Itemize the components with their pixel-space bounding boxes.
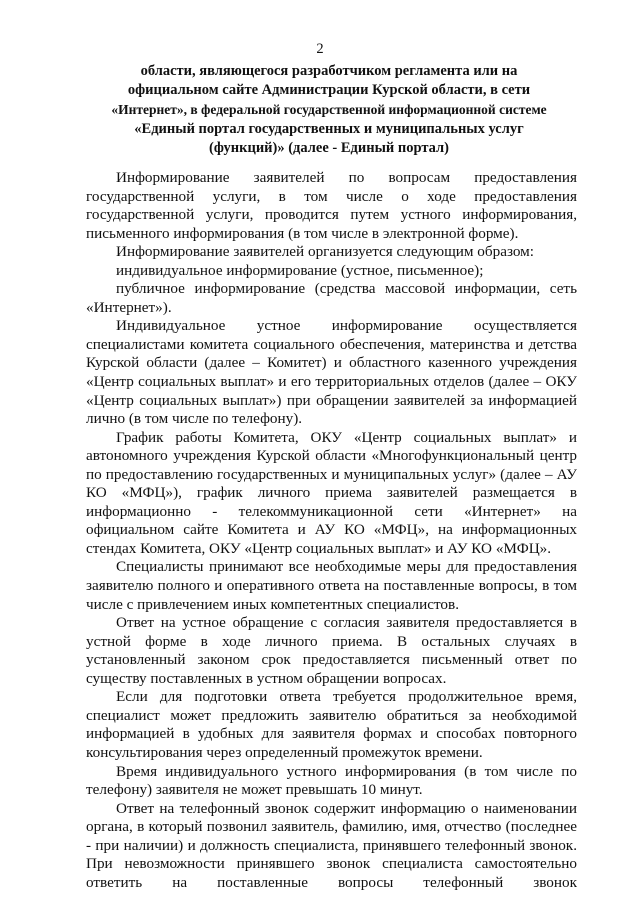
- text-line: Индивидуальное устное информирование осуществляется: [116, 317, 577, 335]
- text-line: График работы Комитета, ОКУ «Центр социальных выплат» и: [116, 428, 577, 446]
- text-line: письменного информирования (в том числе в электронной форме).: [86, 224, 519, 242]
- text-line: КО «МФЦ»), график личного приема заявителей размещается в: [86, 484, 577, 502]
- page-number: 2: [316, 41, 324, 57]
- text-line: Информирование заявителей организуется следующим образом:: [116, 243, 535, 261]
- text-line: существу поставленных в устном обращении вопросах.: [86, 669, 447, 687]
- text-line: специалист может предложить заявителю обратиться за необходимой: [86, 706, 577, 724]
- text-line: устной форме в ходе личного приема. В остальных случаях в: [86, 632, 577, 650]
- text-line: государственной услуги, в том числе о ходе предоставления: [86, 187, 577, 205]
- text-line: официальном сайте Комитета и АУ КО «МФЦ», на информационных: [86, 521, 577, 539]
- text-line: Ответ на телефонный звонок содержит информацию о наименовании: [116, 799, 577, 817]
- text-line: Время индивидуального устного информирования (в том числе по: [116, 762, 577, 780]
- heading-line: «Интернет», в федеральной государственной информационной системе: [111, 102, 547, 118]
- text-line: органа, в который позвонил заявитель, фамилию, имя, отчество (последнее: [86, 818, 577, 836]
- text-line: специалистами комитета социального обеспечения, материнства и детства: [86, 335, 577, 353]
- text-line: «Интернет»).: [86, 298, 172, 316]
- text-line: Курской области (далее – Комитет) и областного казенного учреждения: [86, 354, 577, 372]
- text-line: лично (в том числе по телефону).: [86, 410, 303, 428]
- text-line: «Центр социальных выплат» и его территориальных отделов (далее – ОКУ: [86, 373, 577, 391]
- heading-line: «Единый портал государственных и муниципальных услуг: [134, 120, 524, 137]
- text-line: - при наличии) и должность специалиста, принявшего телефонный звонок.: [86, 836, 577, 854]
- heading-line: официальном сайте Администрации Курской области, в сети: [127, 82, 531, 99]
- text-line: публичное информирование (средства массовой информации, сеть: [116, 280, 577, 298]
- text-line: государственной услуги, проводится путем устного информирования,: [86, 206, 577, 224]
- text-line: числе с привлечением иных компетентных специалистов.: [86, 595, 459, 613]
- text-line: информацией в удобных для заявителя формах и способах повторного: [86, 725, 577, 743]
- text-line: информационно - телекоммуникационной сети «Интернет» на: [86, 502, 577, 520]
- section-heading: [110, 62, 548, 158]
- heading-line: (функций)» (далее - Единый портал): [209, 139, 449, 156]
- text-line: Ответ на устное обращение с согласия заявителя предоставляется в: [116, 614, 577, 632]
- text-line: Информирование заявителей по вопросам предоставления: [116, 169, 577, 186]
- heading-line: области, являющегося разработчиком регламента или на: [140, 63, 518, 79]
- text-line: ответить на поставленные вопросы телефонный звонок: [86, 873, 577, 891]
- body-text: [86, 169, 577, 892]
- text-line: «Центр социальных выплат») при обращении заявителей за информацией: [86, 391, 577, 409]
- text-line: консультирования через определенный промежуток времени.: [86, 743, 483, 761]
- text-line: Специалисты принимают все необходимые меры для предоставления: [116, 558, 577, 576]
- text-line: Если для подготовки ответа требуется продолжительное время,: [116, 688, 577, 706]
- text-line: стендах Комитета, ОКУ «Центр социальных выплат» и АУ КО «МФЦ».: [86, 539, 552, 557]
- text-line: телефону) заявителя не может превышать 10 минут.: [86, 781, 423, 799]
- text-line: При невозможности принявшего звонок специалиста самостоятельно: [86, 855, 577, 873]
- text-line: индивидуальное информирование (устное, письменное);: [116, 261, 484, 279]
- text-line: установленный законом срок предоставляется письменный ответ по: [86, 651, 577, 669]
- text-line: по предоставлению государственных и муниципальных услуг» (далее – АУ: [86, 465, 577, 483]
- text-line: заявителю полного и оперативного ответа на поставленные вопросы, в том: [86, 577, 577, 595]
- text-line: автономного учреждения Курской области «Многофункциональный центр: [86, 447, 577, 465]
